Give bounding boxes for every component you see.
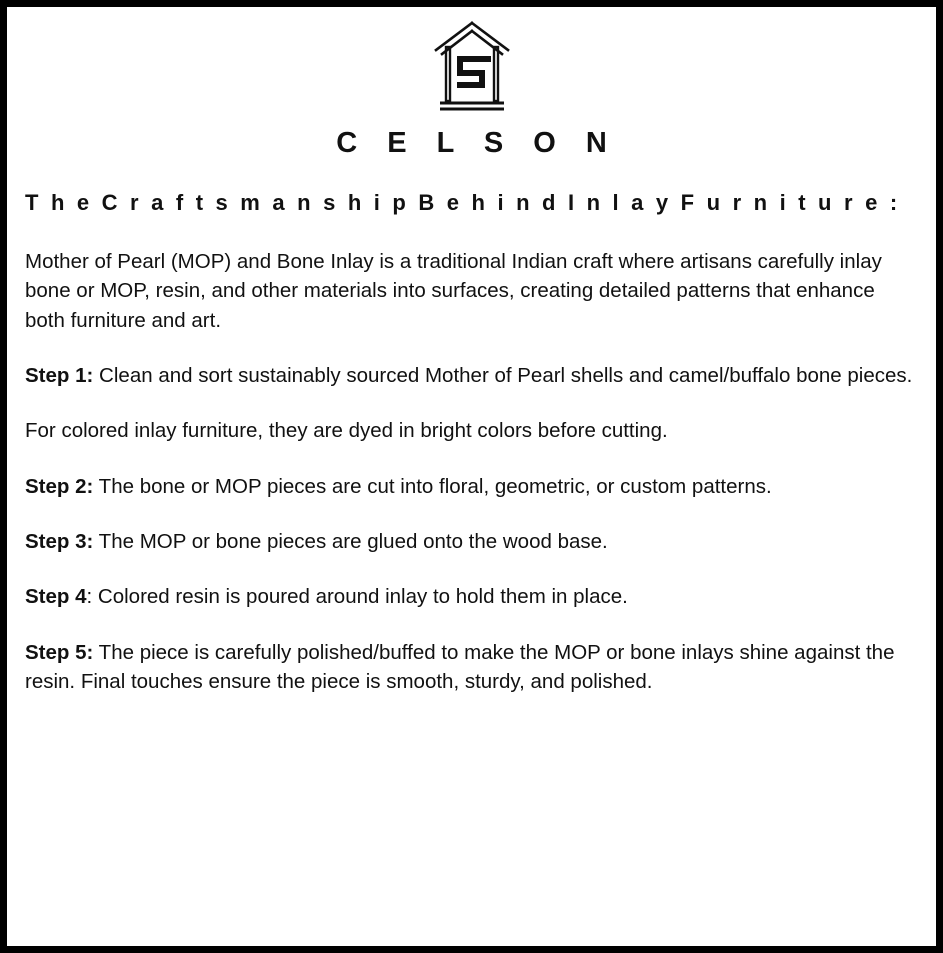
paragraph-text: The MOP or bone pieces are glued onto the wood base.	[93, 529, 608, 553]
paragraph-text: Clean and sort sustainably sourced Mother of Pearl shells and camel/buffalo bone pieces.	[93, 363, 913, 387]
paragraph-text: Mother of Pearl (MOP) and Bone Inlay is a traditional Indian craft where artisans carefully inlay bone or MOP, resin, and other materials into surfaces, creating detailed patterns that enhance both furniture and art.	[25, 250, 882, 332]
step-label: Step 5:	[25, 640, 94, 664]
paragraph-step-1	[23, 361, 920, 390]
brand-name: C E L S O N	[336, 127, 618, 159]
brand-block	[23, 13, 920, 160]
page-title: T h e C r a f t s m a n s h i p B e h i n d I n l a y F u r n i t u r e :	[25, 190, 901, 215]
paragraph-step-3	[23, 527, 920, 556]
step-label: Step 2:	[25, 474, 94, 498]
paragraph-text: : Colored resin is poured around inlay to hold them in place.	[86, 585, 628, 609]
paragraph-text: For colored inlay furniture, they are dyed in bright colors before cutting.	[25, 419, 668, 443]
paragraph-step-4	[23, 582, 920, 611]
step-label: Step 1:	[25, 363, 94, 387]
paragraph-text: The bone or MOP pieces are cut into floral, geometric, or custom patterns.	[93, 474, 772, 498]
step-label: Step 3:	[25, 529, 94, 553]
house-monogram-logo-icon	[430, 19, 514, 115]
paragraph-note-colored	[23, 416, 920, 445]
paragraph-step-2	[23, 472, 920, 501]
paragraph-intro	[23, 247, 920, 335]
paragraph-step-5	[23, 638, 920, 697]
paragraph-text: The piece is carefully polished/buffed to make the MOP or bone inlays shine against the resin. Final touches ensure the piece is smooth, sturdy, and polished.	[25, 640, 895, 693]
step-label: Step 4	[25, 585, 87, 609]
